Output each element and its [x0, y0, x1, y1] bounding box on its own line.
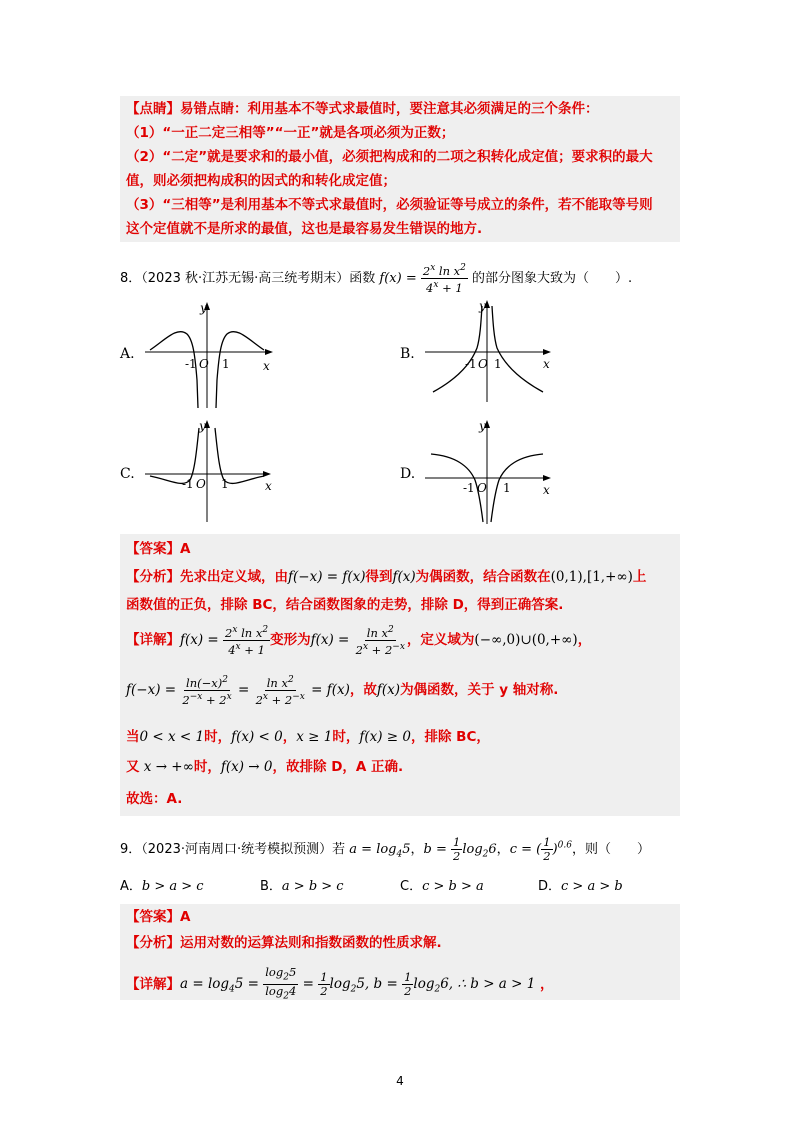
option-a	[120, 878, 204, 896]
detail-9: 【详解】$a = \log_45$ = $\frac{\log_25}{\log_24}$ = $\frac{1}{2}$ $\log_25$, b = $\frac{1}{2}$ $\log_26$, ∴ b > a > 1 ，	[126, 965, 554, 1002]
formula: f(x) ≥ 0	[359, 729, 411, 745]
option-b	[260, 878, 344, 896]
answer-box-8	[120, 534, 680, 816]
question-stem: 的部分图象大致为（ ）.	[472, 270, 633, 286]
formula: c > b > a	[422, 879, 484, 894]
formula: f(x) = $\frac{\ln x^2}{2^x + 2^{-x}}$	[310, 625, 405, 657]
detail-text: 为偶函数，关于 y 轴对称.	[400, 681, 559, 698]
origin-label: O	[477, 481, 487, 495]
detail-text: ，定义域为	[406, 631, 475, 648]
option-c	[400, 878, 484, 896]
analysis-9: 【分析】运用对数的运算法则和指数函数的性质求解.	[126, 935, 442, 951]
formula: f(−x) = $\frac{\ln(-x)^2}{2^{-x} + 2^x}$ = $\frac{\ln x^2}{2^x + 2^{-x}}$ = f(x)	[126, 675, 350, 707]
question-source: （2023·河南周口·统考模拟预测）若	[141, 842, 346, 857]
analysis-text: 得到	[365, 569, 393, 585]
analysis-text: 上	[632, 569, 647, 585]
detail-8-line-1: 【详解】f(x) = $\frac{2^x \ln x^2}{4^x + 1}$ 变形为f(x) = $\frac{\ln x^2}{2^x + 2^{-x}}$ ，定义域为(−∞,0)∪(0,+∞)，	[126, 625, 592, 657]
detail-tag: 【详解】	[126, 976, 180, 993]
axis-label-y: y	[200, 301, 207, 315]
graph-b	[425, 298, 555, 408]
formula: f(x) = $\frac{2^x \ln x^2}{4^x + 1}$	[379, 263, 466, 295]
formula: (0,1),[1,+∞)	[550, 569, 633, 585]
question-tail: ，则（ ）	[571, 842, 650, 857]
graph-c	[145, 416, 275, 526]
formula: x → +∞	[139, 759, 194, 775]
axis-label-y: y	[479, 419, 486, 433]
option-label: A．	[120, 879, 142, 894]
page-number: 4	[396, 1074, 404, 1088]
tip-line-1: 【点睛】易错点睛：利用基本不等式求最值时，要注意其必须满足的三个条件：	[126, 101, 599, 117]
detail-text: 又	[126, 759, 140, 775]
tip-line-2: （1）“一正二定三相等”“一正”就是各项必须为正数；	[126, 125, 455, 141]
formula: f(x) = $\frac{2^x \ln x^2}{4^x + 1}$	[180, 625, 269, 657]
axis-label-x: x	[543, 357, 550, 371]
tick-1: 1	[222, 357, 230, 371]
formula: a > b > c	[281, 879, 344, 894]
question-9-stem: 9．（2023·河南周口·统考模拟预测）若 $a = \log_45$，b = $\frac{1}{2}$ $\log_26$，c = ( $\frac{1}{2}$ )$^{0.6}$，则（ ）	[120, 835, 650, 863]
detail-8-line-4	[126, 758, 403, 776]
formula: f(x) → 0	[220, 759, 273, 775]
tip-line-6: 这个定值就不是所求的最值，这也是最容易发生错误的地方.	[126, 221, 483, 237]
axis-label-y: y	[479, 299, 486, 313]
formula: f(x) < 0	[231, 729, 283, 745]
graph-a	[145, 300, 275, 412]
option-label: B．	[260, 879, 282, 894]
analysis-text: 【分析】先求出定义域，由	[126, 569, 288, 585]
formula: f(x)	[392, 569, 416, 585]
tick-neg1: -1	[185, 357, 197, 371]
axis-label-x: x	[265, 479, 272, 493]
question-number: 9．	[120, 842, 142, 857]
detail-text: ，排除 BC，	[410, 729, 490, 745]
analysis-8-line-2: 函数值的正负，排除 BC，结合函数图象的走势，排除 D，得到正确答案.	[126, 597, 564, 613]
formula: b = $\frac{1}{2}$ $\log_26$	[423, 835, 497, 863]
formula: x ≥ 1	[296, 729, 333, 745]
option-a-label: A.	[120, 346, 135, 362]
detail-text: 时，	[193, 759, 221, 775]
axis-label-y: y	[199, 419, 206, 433]
option-d-label: D.	[400, 466, 416, 482]
option-b-label: B.	[400, 346, 415, 362]
detail-8-line-3	[126, 728, 490, 746]
origin-label: O	[478, 357, 488, 371]
tick-1: 1	[503, 481, 511, 495]
question-source: （2023 秋·江苏无锡·高三统考期末）函数	[141, 270, 376, 286]
tick-neg1: -1	[465, 357, 477, 371]
formula: f(x)	[376, 681, 401, 698]
graph-d	[425, 416, 555, 528]
formula: b > a > c	[141, 879, 204, 894]
tick-neg1: -1	[182, 477, 194, 491]
formula: f(−x) = f(x)	[288, 569, 366, 585]
detail-text: 时，	[204, 729, 232, 745]
answer-box-9	[120, 904, 680, 1000]
detail-text: ，故	[349, 681, 377, 698]
formula: $a = \log_45$	[349, 842, 411, 860]
tick-1: 1	[221, 477, 229, 491]
option-label: C．	[400, 879, 423, 894]
tick-neg1: -1	[463, 481, 475, 495]
axis-label-x: x	[543, 483, 550, 497]
analysis-text: 为偶函数，结合函数在	[415, 569, 551, 585]
option-d	[538, 878, 623, 896]
detail-text: ，	[282, 729, 297, 745]
answer-8: 【答案】A	[126, 541, 191, 557]
formula: (−∞,0)∪(0,+∞)	[474, 631, 578, 648]
analysis-8-line-1	[126, 568, 646, 586]
question-number: 8．	[120, 270, 142, 286]
answer-9: 【答案】A	[126, 909, 191, 925]
detail-tag: 【详解】	[126, 631, 180, 648]
detail-8-line-2	[126, 674, 558, 707]
option-label: D．	[538, 879, 562, 894]
tip-box	[120, 96, 680, 242]
option-c-label: C.	[120, 466, 135, 482]
origin-label: O	[199, 357, 209, 371]
axis-label-x: x	[263, 359, 270, 373]
tick-1: 1	[494, 357, 502, 371]
detail-text: 当	[126, 729, 140, 745]
detail-text: ，故排除 D，A 正确.	[272, 759, 404, 775]
detail-text: 变形为	[270, 631, 311, 648]
tip-line-4: 值，则必须把构成积的因式的和转化成定值；	[126, 173, 396, 189]
question-8-stem	[120, 262, 632, 295]
tip-line-5: （3）“三相等”是利用基本不等式求最值时，必须验证等号成立的条件，若不能取等号则	[126, 197, 653, 213]
tip-line-3: （2）“二定”就是要求和的最小值，必须把构成和的二项之积转化成定值；要求积的最大	[126, 149, 653, 165]
formula: c = ( $\frac{1}{2}$ )$^{0.6}$	[509, 835, 572, 863]
detail-text: 时，	[332, 729, 360, 745]
conclusion-8: 故选：A.	[126, 791, 183, 807]
formula: 0 < x < 1	[139, 729, 205, 745]
origin-label: O	[196, 477, 206, 491]
formula: c > a > b	[561, 879, 623, 894]
formula: $a = \log_45$ = $\frac{\log_25}{\log_24}$ = $\frac{1}{2}$ $\log_25$, b = $\frac{1}{2}$ $\log_26$, ∴ b > a > 1	[180, 965, 536, 1002]
